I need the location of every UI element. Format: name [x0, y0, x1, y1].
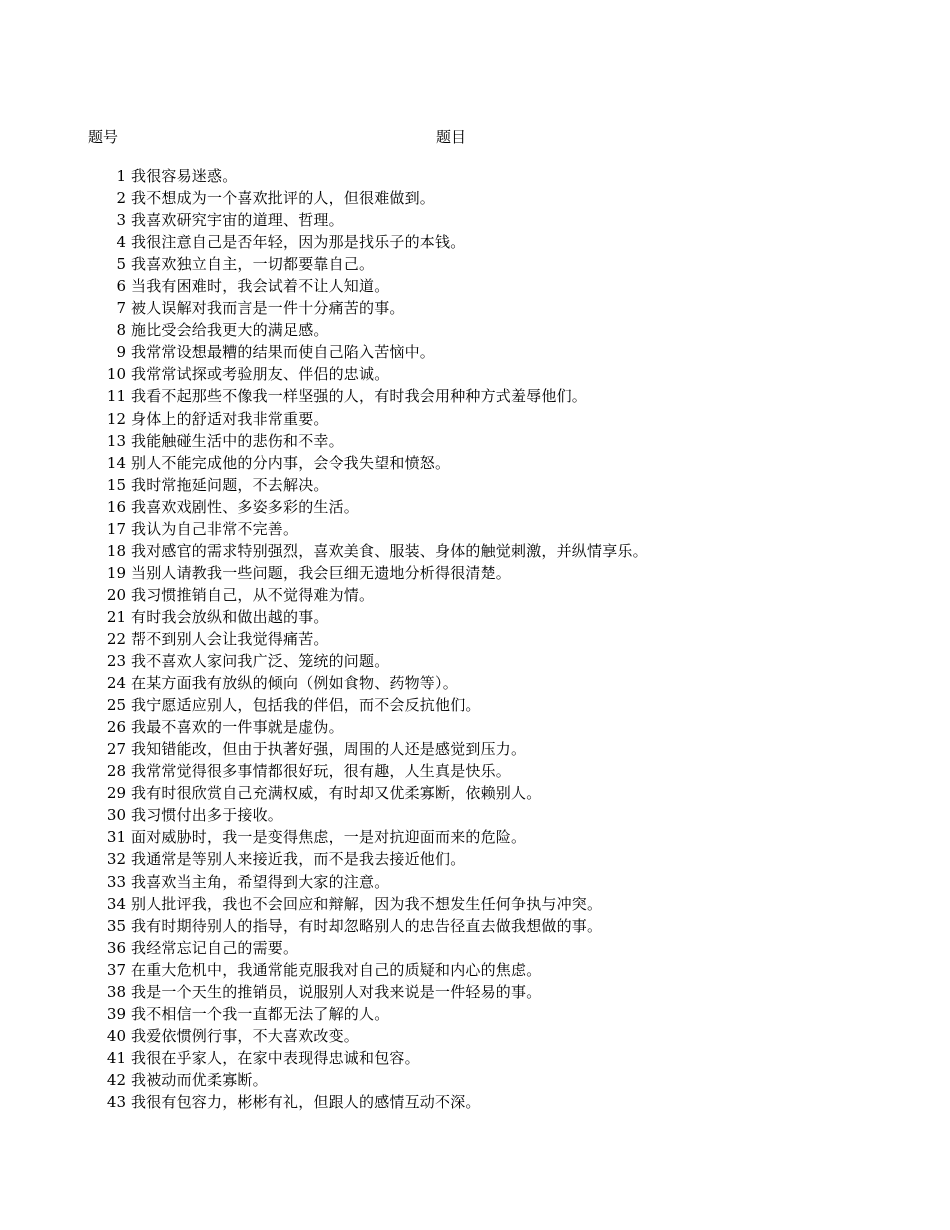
question-text: 我很在乎家人，在家中表现得忠诚和包容。	[131, 1048, 420, 1067]
question-number: 38	[106, 982, 126, 1001]
question-number: 1	[116, 167, 126, 185]
question-text: 我能触碰生活中的悲伤和不幸。	[131, 431, 344, 450]
question-row	[88, 474, 928, 496]
question-row	[88, 694, 928, 716]
question-text: 我喜欢研究宇宙的道理、哲理。	[131, 211, 344, 230]
question-text: 我常常觉得很多事情都很好玩，很有趣，人生真是快乐。	[131, 762, 512, 781]
question-number: 6	[116, 277, 126, 296]
question-row	[88, 1069, 928, 1091]
question-number: 32	[106, 850, 126, 869]
question-row	[88, 959, 928, 981]
question-row	[88, 672, 928, 694]
question-number: 15	[106, 475, 126, 494]
question-number: 31	[106, 828, 126, 847]
question-row	[88, 893, 928, 915]
question-number: 42	[106, 1070, 126, 1089]
question-text: 我爱依惯例行事，不大喜欢改变。	[131, 1026, 360, 1045]
question-text: 当别人请教我一些问题，我会巨细无遗地分析得很清楚。	[131, 563, 512, 582]
question-number: 13	[106, 431, 126, 450]
question-text: 帮不到别人会让我觉得痛苦。	[131, 629, 329, 648]
question-number: 8	[116, 321, 126, 340]
question-number: 35	[106, 916, 126, 935]
question-number: 17	[106, 519, 126, 538]
question-text: 面对威胁时，我一是变得焦虑，一是对抗迎面而来的危险。	[131, 828, 527, 847]
question-row	[88, 650, 928, 672]
question-row	[88, 760, 928, 782]
question-row	[88, 1047, 928, 1069]
question-text: 被人误解对我而言是一件十分痛苦的事。	[131, 299, 405, 318]
question-row	[88, 1091, 928, 1113]
question-number: 30	[106, 806, 126, 825]
question-number: 25	[106, 696, 126, 715]
question-row	[88, 297, 928, 319]
question-text: 我最不喜欢的一件事就是虚伪。	[131, 718, 344, 737]
question-text: 我习惯付出多于接收。	[131, 806, 284, 825]
question-text: 在重大危机中，我通常能克服我对自己的质疑和内心的焦虑。	[131, 960, 542, 979]
question-text: 我宁愿适应别人，包括我的伴侣，而不会反抗他们。	[131, 696, 481, 715]
question-row	[88, 253, 928, 275]
question-row	[88, 562, 928, 584]
question-text: 我被动而优柔寡断。	[131, 1070, 268, 1089]
question-text: 在某方面我有放纵的倾向（例如食物、药物等）。	[131, 674, 458, 693]
question-number: 24	[106, 674, 126, 693]
question-row	[88, 341, 928, 363]
question-row	[88, 584, 928, 606]
question-text: 我时常拖延问题，不去解决。	[131, 475, 329, 494]
question-row	[88, 496, 928, 518]
question-number: 9	[116, 343, 126, 362]
column-header-number: 题号	[88, 128, 119, 146]
question-text: 我喜欢戏剧性、多姿多彩的生活。	[131, 497, 360, 516]
question-row	[88, 826, 928, 848]
question-text: 我有时很欣赏自己充满权威，有时却又优柔寡断，依赖别人。	[131, 784, 542, 803]
question-number: 14	[106, 453, 126, 472]
question-number: 37	[106, 960, 126, 979]
question-text: 我喜欢独立自主，一切都要靠自己。	[131, 255, 375, 274]
question-row	[88, 518, 928, 540]
question-number: 41	[106, 1048, 126, 1067]
question-number: 12	[106, 409, 126, 428]
question-number: 19	[106, 563, 126, 582]
question-row	[88, 540, 928, 562]
question-text: 我认为自己非常不完善。	[131, 519, 299, 538]
question-row	[88, 430, 928, 452]
question-number: 7	[116, 299, 126, 318]
question-row	[88, 363, 928, 385]
question-number: 39	[106, 1004, 126, 1023]
question-row	[88, 319, 928, 341]
question-row	[88, 231, 928, 253]
question-number: 26	[106, 718, 126, 737]
question-number: 10	[106, 365, 126, 384]
question-text: 我看不起那些不像我一样坚强的人，有时我会用种种方式羞辱他们。	[131, 387, 588, 406]
question-text: 我经常忘记自己的需要。	[131, 938, 299, 957]
question-row	[88, 408, 928, 430]
question-text: 有时我会放纵和做出越的事。	[131, 607, 329, 626]
question-text: 我对感官的需求特别强烈，喜欢美食、服装、身体的触觉刺激，并纵情享乐。	[131, 541, 648, 560]
question-text: 我很容易迷惑。	[131, 167, 238, 185]
question-text: 我不相信一个我一直都无法了解的人。	[131, 1004, 390, 1023]
question-text: 我不喜欢人家问我广泛、笼统的问题。	[131, 652, 390, 671]
question-row	[88, 209, 928, 231]
question-row	[88, 738, 928, 760]
question-number: 29	[106, 784, 126, 803]
question-number: 18	[106, 541, 126, 560]
question-text: 我不想成为一个喜欢批评的人，但很难做到。	[131, 189, 436, 208]
question-text: 施比受会给我更大的满足感。	[131, 321, 329, 340]
question-text: 我常常设想最糟的结果而使自己陷入苦恼中。	[131, 343, 436, 362]
question-text: 身体上的舒适对我非常重要。	[131, 409, 329, 428]
question-number: 33	[106, 872, 126, 891]
question-number: 4	[116, 233, 126, 252]
question-row	[88, 804, 928, 826]
question-text: 我是一个天生的推销员，说服别人对我来说是一件轻易的事。	[131, 982, 542, 1001]
question-number: 36	[106, 938, 126, 957]
question-number: 40	[106, 1026, 126, 1045]
question-number: 2	[116, 189, 126, 208]
question-row	[88, 1025, 928, 1047]
question-row	[88, 385, 928, 407]
question-text: 我很有包容力，彬彬有礼，但跟人的感情互动不深。	[131, 1092, 481, 1111]
question-text: 我习惯推销自己，从不觉得难为情。	[131, 585, 375, 604]
question-number: 34	[106, 894, 126, 913]
question-text: 我通常是等别人来接近我，而不是我去接近他们。	[131, 850, 466, 869]
question-text: 我常常试探或考验朋友、伴侣的忠诚。	[131, 365, 390, 384]
question-text: 我喜欢当主角，希望得到大家的注意。	[131, 872, 390, 891]
question-row	[88, 165, 928, 187]
question-number: 43	[106, 1092, 126, 1111]
question-row	[88, 452, 928, 474]
question-list	[88, 165, 928, 1113]
question-row	[88, 981, 928, 1003]
question-row	[88, 871, 928, 893]
question-text: 我很注意自己是否年轻，因为那是找乐子的本钱。	[131, 233, 466, 252]
question-number: 22	[106, 629, 126, 648]
question-number: 11	[106, 387, 126, 406]
question-row	[88, 187, 928, 209]
question-row	[88, 606, 928, 628]
question-row	[88, 628, 928, 650]
question-row	[88, 782, 928, 804]
question-row	[88, 937, 928, 959]
column-header-question: 题目	[436, 128, 467, 146]
question-number: 16	[106, 497, 126, 516]
question-text: 当我有困难时，我会试着不让人知道。	[131, 277, 390, 296]
question-text: 别人不能完成他的分内事，会令我失望和愤怒。	[131, 453, 451, 472]
question-row	[88, 915, 928, 937]
question-row	[88, 848, 928, 870]
question-text: 我有时期待别人的指导，有时却忽略别人的忠告径直去做我想做的事。	[131, 916, 603, 935]
question-number: 28	[106, 762, 126, 781]
question-number: 27	[106, 740, 126, 759]
question-number: 5	[116, 255, 126, 274]
question-row	[88, 716, 928, 738]
question-text: 别人批评我，我也不会回应和辩解，因为我不想发生任何争执与冲突。	[131, 894, 603, 913]
question-number: 23	[106, 652, 126, 671]
question-number: 3	[116, 211, 126, 230]
question-number: 21	[106, 607, 126, 626]
question-row	[88, 1003, 928, 1025]
question-number: 20	[106, 585, 126, 604]
question-text: 我知错能改，但由于执著好强，周围的人还是感觉到压力。	[131, 740, 527, 759]
question-row	[88, 275, 928, 297]
